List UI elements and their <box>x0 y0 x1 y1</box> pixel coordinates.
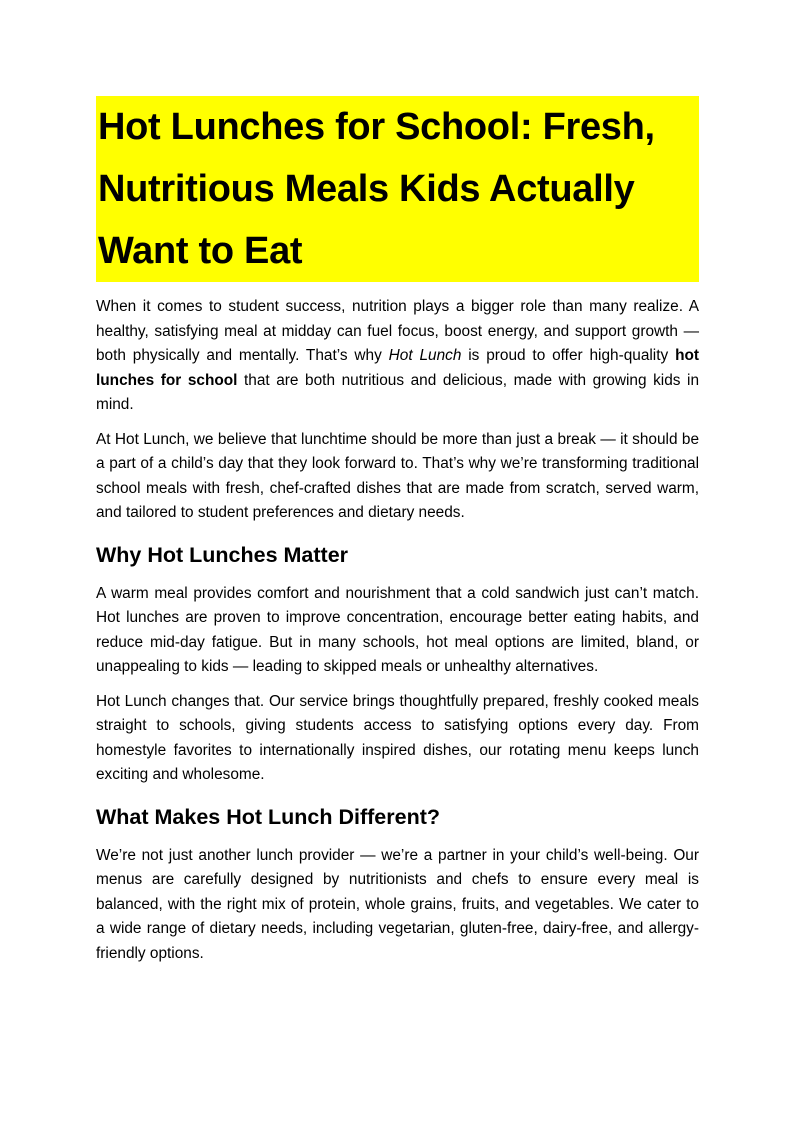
why-paragraph-1: A warm meal provides comfort and nourishment that a cold sandwich just can’t match. Hot lunches are proven to improve concentration, encourage better eating habits, and reduce mid-day fatigue. But in many schools, hot meal options are limited, bland, or unappealing to kids — leading to skipped meals or unhealthy alternatives. <box>96 584 699 675</box>
brand-name: Hot Lunch <box>388 347 462 364</box>
intro-text-2: is proud to offer high-quality <box>461 347 676 364</box>
intro-text-3: that are both nutritious and delicious, made with growing kids in mind. <box>96 371 699 413</box>
keyword-emphasis: hot lunches for school <box>96 347 699 389</box>
section-heading-different: What Makes Hot Lunch Different? <box>96 804 441 829</box>
intro-paragraph <box>96 295 699 418</box>
document-title: Hot Lunches for School: Fresh, Nutritious Meals Kids Actually Want to Eat <box>96 96 699 282</box>
mission-paragraph: At Hot Lunch, we believe that lunchtime should be more than just a break — it should be a part of a child’s day that they look forward to. That’s why we’re transforming traditional school meals with fresh, chef-crafted dishes that are made from scratch, served warm, and tailored to student preferences and dietary needs. <box>96 430 699 521</box>
different-paragraph-1: We’re not just another lunch provider — we’re a partner in your child’s well-being. Our menus are carefully designed by nutritionists and chefs to ensure every meal is balanced, with the right mix of protein, whole grains, fruits, and vegetables. We cater to a wide range of dietary needs, including vegetarian, gluten-free, dairy-free, and allergy-friendly options. <box>96 846 699 962</box>
document-page <box>96 96 699 976</box>
why-paragraph-2: Hot Lunch changes that. Our service brings thoughtfully prepared, freshly cooked meals straight to schools, giving students access to satisfying options every day. From homestyle favorites to internationally inspired dishes, our rotating menu keeps lunch exciting and wholesome. <box>96 692 699 783</box>
intro-text-1: When it comes to student success, nutrition plays a bigger role than many realize. A healthy, satisfying meal at midday can fuel focus, boost energy, and support growth — both physically and mentally. That’s why <box>96 298 699 364</box>
section-heading-why: Why Hot Lunches Matter <box>96 542 349 567</box>
